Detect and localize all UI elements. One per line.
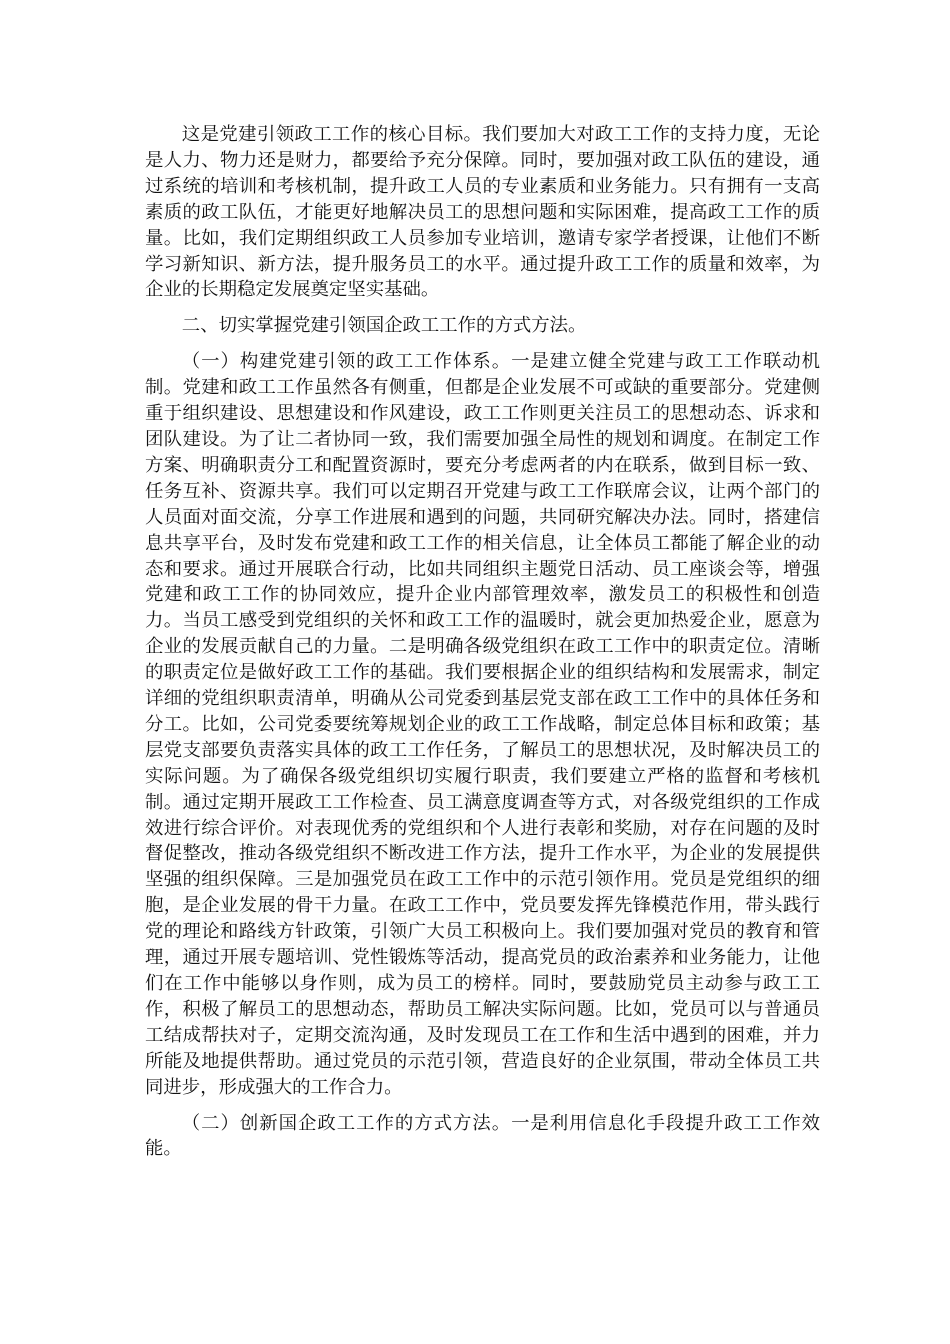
document-page <box>145 122 820 1172</box>
body-paragraph-3: （二）创新国企政工工作的方式方法。一是利用信息化手段提升政工工作效能。 <box>145 1112 820 1160</box>
body-paragraph-2: （一）构建党建引领的政工工作体系。一是建立健全党建与政工工作联动机制。党建和政工工作虽然各有侧重，但都是企业发展不可或缺的重要部分。党建侧重于组织建设、思想建设和作风建设，政工工作则更关注员工的思想动态、诉求和团队建设。为了让二者协同一致，我们需要加强全局性的规划和调度。在制定工作方案、明确职责分工和配置资源时，要充分考虑两者的内在联系，做到目标一致、任务互补、资源共享。我们可以定期召开党建与政工工作联席会议，让两个部门的人员面对面交流，分享工作进展和遇到的问题，共同研究解决办法。同时，搭建信息共享平台，及时发布党建和政工工作的相关信息，让全体员工都能了解企业的动态和要求。通过开展联合行动，比如共同组织主题党日活动、员工座谈会等，增强党建和政工工作的协同效应，提升企业内部管理效率，激发员工的积极性和创造力。当员工感受到党组织的关怀和政工工作的温暖时，就会更加热爱企业，愿意为企业的发展贡献自己的力量。二是明确各级党组织在政工工作中的职责定位。清晰的职责定位是做好政工工作的基础。我们要根据企业的组织结构和发展需求，制定详细的党组织职责清单，明确从公司党委到基层党支部在政工工作中的具体任务和分工。比如，公司党委要统筹规划企业的政工工作战略，制定总体目标和政策；基层党支部要负责落实具体的政工工作任务，了解员工的思想状况，及时解决员工的实际问题。为了确保各级党组织切实履行职责，我们要建立严格的监督和考核机制。通过定期开展政工工作检查、员工满意度调查等方式，对各级党组织的工作成效进行综合评价。对表现优秀的党组织和个人进行表彰和奖励，对存在问题的及时督促整改，推动各级党组织不断改进工作方法，提升工作水平，为企业的发展提供坚强的组织保障。三是加强党员在政工工作中的示范引领作用。党员是党组织的细胞，是企业发展的骨干力量。在政工工作中，党员要发挥先锋模范作用，带头践行党的理论和路线方针政策，引领广大员工积极向上。我们要加强对党员的教育和管理，通过开展专题培训、党性锻炼等活动，提高党员的政治素养和业务能力，让他们在工作中能够以身作则，成为员工的榜样。同时，要鼓励党员主动参与政工工作，积极了解员工的思想动态，帮助员工解决实际问题。比如，党员可以与普通员工结成帮扶对子，定期交流沟通，及时发现员工在工作和生活中遇到的困难，并力所能及地提供帮助。通过党员的示范引领，营造良好的企业氛围，带动全体员工共同进步，形成强大的工作合力。 <box>145 351 820 1098</box>
section-heading: 二、切实掌握党建引领国企政工工作的方式方法。 <box>181 315 587 337</box>
body-paragraph-1: 这是党建引领政工工作的核心目标。我们要加大对政工工作的支持力度，无论是人力、物力还是财力，都要给予充分保障。同时，要加强对政工队伍的建设，通过系统的培训和考核机制，提升政工人员的专业素质和业务能力。只有拥有一支高素质的政工队伍，才能更好地解决员工的思想问题和实际困难，提高政工工作的质量。比如，我们定期组织政工人员参加专业培训，邀请专家学者授课，让他们不断学习新知识、新方法，提升服务员工的水平。通过提升政工工作的质量和效率，为企业的长期稳定发展奠定坚实基础。 <box>145 124 820 301</box>
